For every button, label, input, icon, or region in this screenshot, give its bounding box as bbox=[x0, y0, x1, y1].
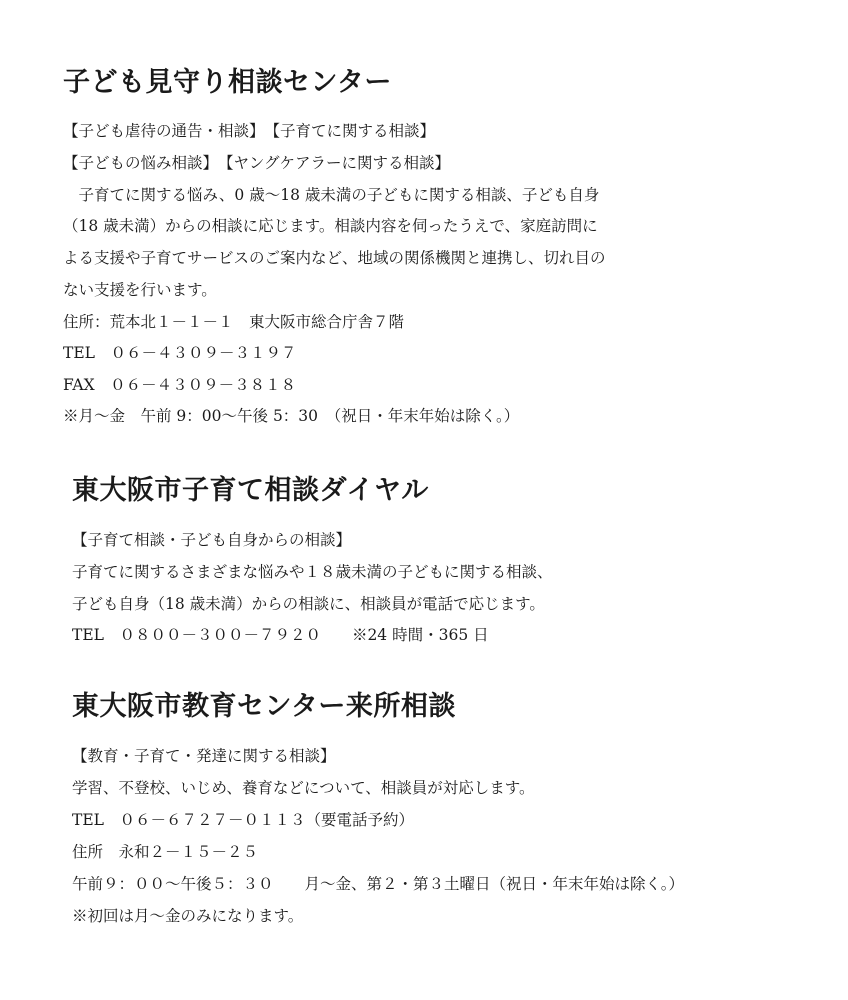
tel-line: TEL ０６－６７２７－０１１３（要電話予約） bbox=[72, 811, 414, 829]
section-line: 子育てに関するさまざまな悩みや１８歳未満の子どもに関する相談、 bbox=[72, 563, 553, 581]
section-line: 【子ども虐待の通告・相談】 【子育てに関する相談】 bbox=[63, 122, 436, 140]
address-line: 住所：荒本北１－１－１ 東大阪市総合庁舎７階 bbox=[63, 313, 405, 331]
hours-line: ※月～金 午前 9：00～午後 5：30 （祝日・年末年始は除く。） bbox=[63, 407, 520, 425]
section-line: （18 歳未満）からの相談に応じます。相談内容を伺ったうえで、家庭訪問に bbox=[63, 217, 598, 235]
section-title-mimamori: 子ども見守り相談センター bbox=[63, 67, 392, 98]
section-line: 子ども自身（18 歳未満）からの相談に、相談員が電話で応じます。 bbox=[72, 595, 545, 613]
section-title-dial: 東大阪市子育て相談ダイヤル bbox=[72, 475, 429, 506]
section-title-education: 東大阪市教育センター来所相談 bbox=[72, 691, 456, 722]
tel-line: TEL ０８００－３００－７９２０ ※24 時間・365 日 bbox=[72, 626, 489, 644]
section-line: 学習、不登校、いじめ、養育などについて、相談員が対応します。 bbox=[72, 779, 535, 797]
section-line: 【教育・子育て・発達に関する相談】 bbox=[72, 747, 336, 765]
section-line: よる支援や子育てサービスのご案内など、地域の関係機関と連携し、切れ目の bbox=[63, 249, 606, 267]
section-line: 【子育て相談・子ども自身からの相談】 bbox=[72, 531, 352, 549]
tel-line: TEL ０６－４３０９－３１９７ bbox=[63, 344, 297, 362]
note-line: ※初回は月～金のみになります。 bbox=[72, 907, 304, 925]
section-line: 子育てに関する悩み、0 歳～18 歳未満の子どもに関する相談、子ども自身 bbox=[63, 186, 600, 204]
address-line: 住所 永和２－１５－２５ bbox=[72, 843, 259, 861]
section-line: ない支援を行います。 bbox=[63, 281, 217, 299]
section-line: 【子どもの悩み相談】 【ヤングケアラーに関する相談】 bbox=[63, 154, 451, 172]
fax-line: FAX ０６－４３０９－３８１８ bbox=[63, 376, 297, 394]
hours-line: 午前９：００～午後５：３０ 月～金、第２・第３土曜日（祝日・年末年始は除く。） bbox=[72, 875, 684, 893]
